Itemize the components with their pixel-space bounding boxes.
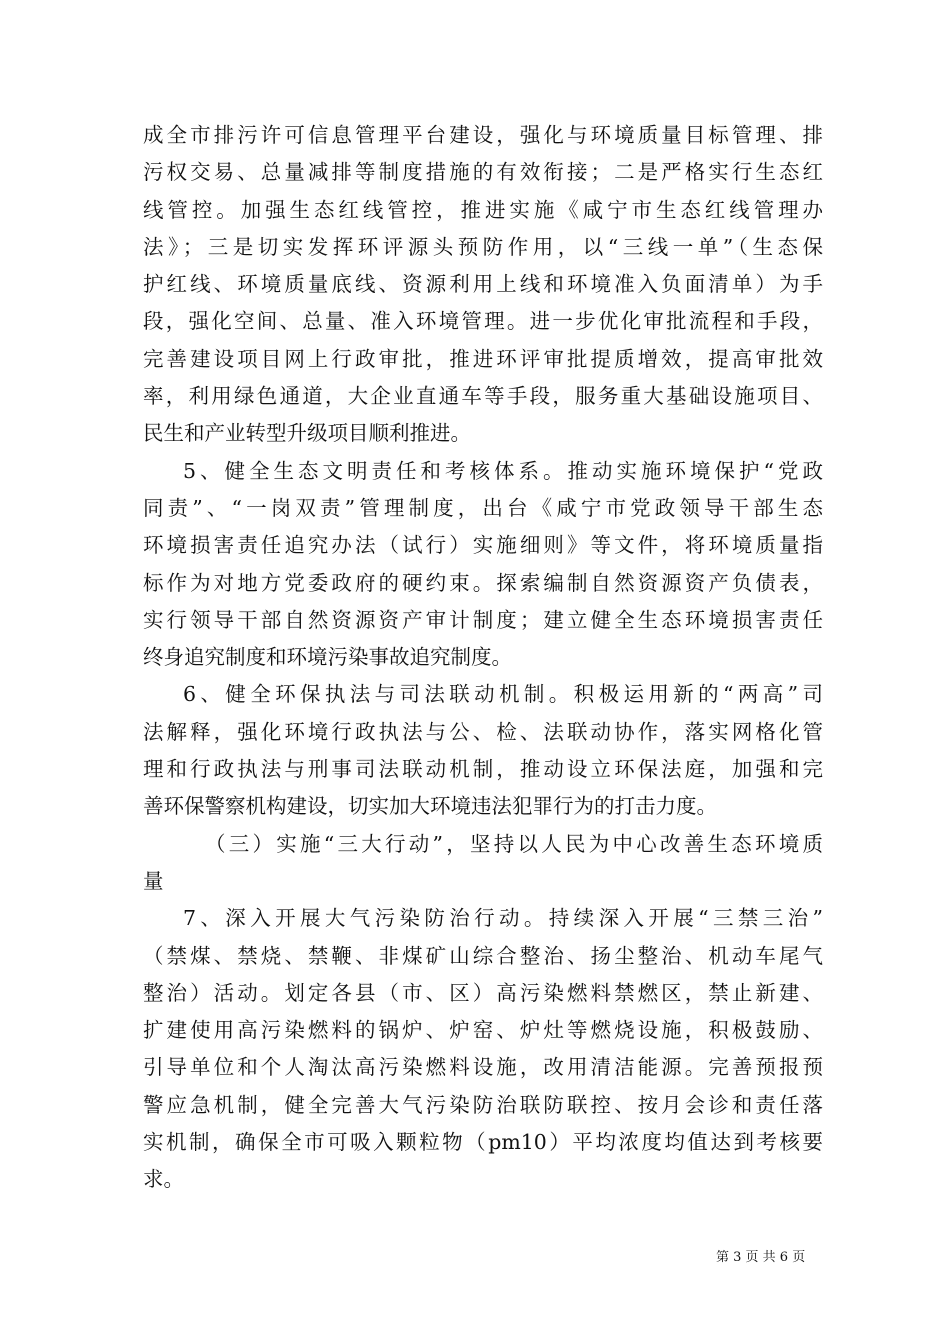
text-line: 整治）活动。划定各县（市、区）高污染燃料禁燃区，禁止新建、 xyxy=(143,980,823,1005)
text-line: 法》；三是切实发挥环评源头预防作用，以“三线一单”（生态保 xyxy=(143,234,823,259)
text-line: 扩建使用高污染燃料的锅炉、炉窑、炉灶等燃烧设施，积极鼓励、 xyxy=(143,1018,823,1043)
paragraph-6 xyxy=(143,676,823,825)
text-line: 完善建设项目网上行政审批，推进环评审批提质增效，提高审批效 xyxy=(143,346,823,371)
text-line: （禁煤、禁烧、禁鞭、非煤矿山综合整治、扬尘整治、机动车尾气 xyxy=(143,943,823,968)
text-line: 求。 xyxy=(143,1167,184,1192)
document-body xyxy=(143,117,823,1199)
text-line: 污权交易、总量减排等制度措施的有效衔接；二是严格实行生态红 xyxy=(143,160,823,185)
text-line: 善环保警察机构建设，切实加大环境违法犯罪行为的打击力度。 xyxy=(143,794,717,819)
section-heading-3 xyxy=(143,826,823,901)
text-line: 线管控。加强生态红线管控，推进实施《咸宁市生态红线管理办 xyxy=(143,197,823,222)
text-line: 护红线、环境质量底线、资源利用上线和环境准入负面清单）为手 xyxy=(143,272,823,297)
text-line: 法解释，强化环境行政执法与公、检、法联动协作，落实网格化管 xyxy=(143,719,823,744)
text-line: 7、深入开展大气污染防治行动。持续深入开展“三禁三治” xyxy=(183,906,823,931)
text-line: 实机制，确保全市可吸入颗粒物（pm10）平均浓度均值达到考核要 xyxy=(143,1130,823,1155)
text-line: 率，利用绿色通道，大企业直通车等手段，服务重大基础设施项目、 xyxy=(143,384,823,409)
heading-line: 量 xyxy=(143,868,164,893)
text-line: 理和行政执法与刑事司法联动机制，推动设立环保法庭，加强和完 xyxy=(143,757,823,782)
page-number: 第 3 页 共 6 页 xyxy=(716,1250,806,1265)
text-line: 6、健全环保执法与司法联动机制。积极运用新的“两高”司 xyxy=(183,682,823,707)
text-line: 5、健全生态文明责任和考核体系。推动实施环境保护“党政 xyxy=(183,458,823,483)
text-line: 段，强化空间、总量、准入环境管理。进一步优化审批流程和手段， xyxy=(143,309,823,334)
text-line: 成全市排污许可信息管理平台建设，强化与环境质量目标管理、排 xyxy=(143,123,823,147)
text-line: 引导单位和个人淘汰高污染燃料设施，改用清洁能源。完善预报预 xyxy=(143,1055,823,1080)
text-line: 民生和产业转型升级项目顺利推进。 xyxy=(143,421,471,446)
heading-line: （三）实施“三大行动”，坚持以人民为中心改善生态环境质 xyxy=(205,831,823,856)
text-line: 标作为对地方党委政府的硬约束。探索编制自然资源资产负债表， xyxy=(143,570,823,595)
paragraph-7 xyxy=(143,900,823,1198)
paragraph-continuation xyxy=(143,117,823,453)
text-line: 实行领导干部自然资源资产审计制度；建立健全生态环境损害责任 xyxy=(143,607,823,632)
text-line: 警应急机制，健全完善大气污染防治联防联控、按月会诊和责任落 xyxy=(143,1092,823,1117)
text-line: 同责”、“一岗双责”管理制度，出台《咸宁市党政领导干部生态 xyxy=(143,495,823,520)
text-line: 终身追究制度和环境污染事故追究制度。 xyxy=(143,645,512,670)
paragraph-5 xyxy=(143,453,823,677)
text-line: 环境损害责任追究办法（试行）实施细则》等文件，将环境质量指 xyxy=(143,533,823,558)
